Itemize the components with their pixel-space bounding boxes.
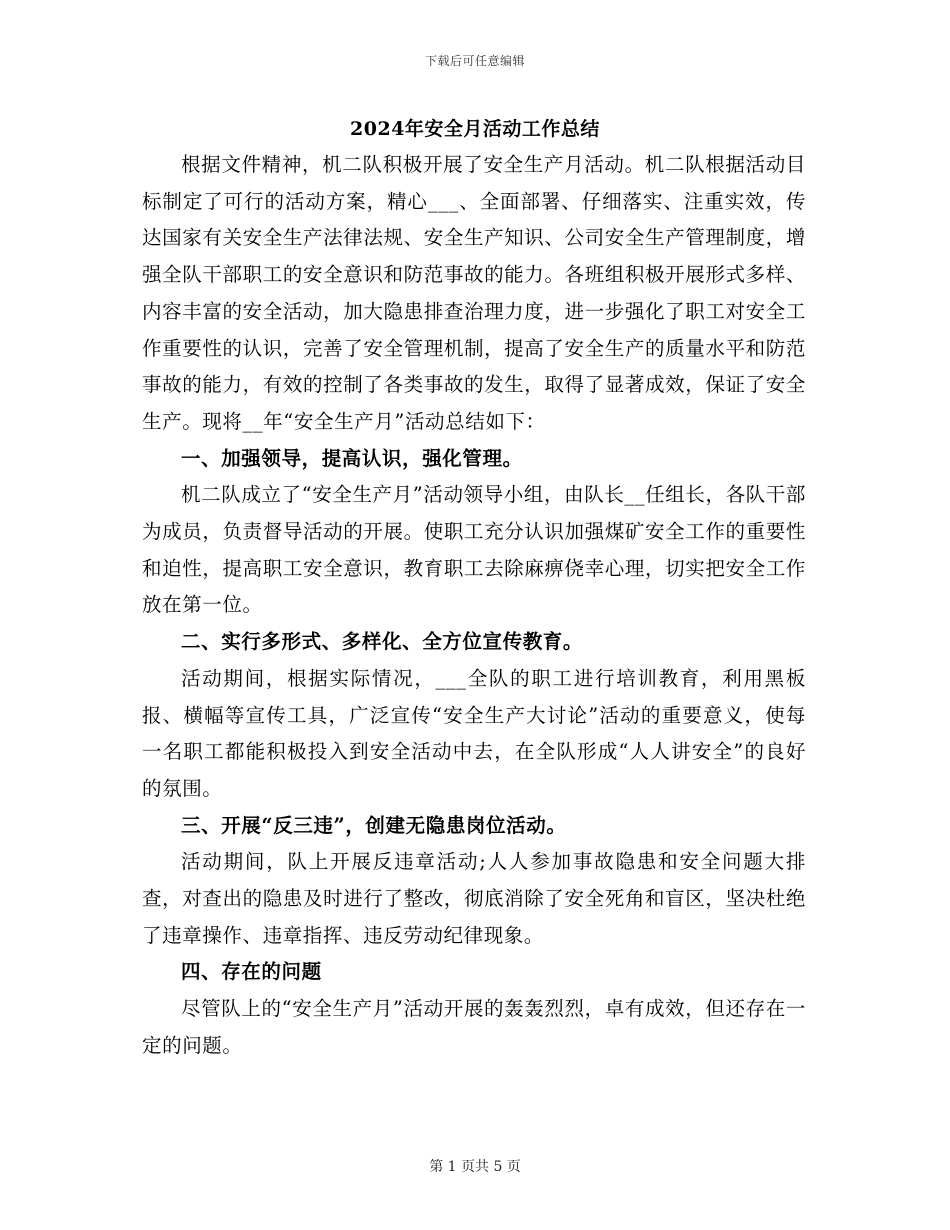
- section-heading-1: 一、加强领导，提高认识，强化管理。: [181, 446, 523, 470]
- section-paragraph-1: 机二队成立了“安全生产月”活动领导小组，由队长__任组长，各队干部为成员，负责督导活动的开展。使职工充分认识加强煤矿安全工作的重要性和迫性，提高职工安全意识，教育职工去除麻痹侥幸心理，切实把安全工作放在第一位。: [142, 483, 806, 617]
- section-paragraph-4: 尽管队上的“安全生产月”活动开展的轰轰烈烈，卓有成效，但还存在一定的问题。: [142, 997, 806, 1057]
- section-heading-3: 三、开展“反三违”，创建无隐患岗位活动。: [181, 813, 567, 837]
- intro-paragraph: 根据文件精神，机二队积极开展了安全生产月活动。机二队根据活动目标制定了可行的活动方案，精心___、全面部署、仔细落实、注重实效，传达国家有关安全生产法律法规、安全生产知识、公司安全生产管理制度，增强全队干部职工的安全意识和防范事故的能力。各班组积极开展形式多样、内容丰富的安全活动，加大隐患排查治理力度，进一步强化了职工对安全工作重要性的认识，完善了安全管理机制，提高了安全生产的质量水平和防范事故的能力，有效的控制了各类事故的发生，取得了显著成效，保证了安全生产。现将__年“安全生产月”活动总结如下：: [142, 153, 806, 433]
- download-note: 下载后可任意编辑: [424, 54, 525, 68]
- document-title: 2024年安全月活动工作总结: [350, 118, 600, 140]
- section-heading-2: 二、实行多形式、多样化、全方位宣传教育。: [181, 630, 584, 654]
- page-number: 第 1 页共 5 页: [429, 1159, 521, 1175]
- section-paragraph-3: 活动期间，队上开展反违章活动;人人参加事故隐患和安全问题大排查，对查出的隐患及时进行了整改，彻底消除了安全死角和盲区，坚决杜绝了违章操作、违章指挥、违反劳动纪律现象。: [142, 850, 806, 947]
- section-heading-4: 四、存在的问题: [181, 960, 322, 984]
- section-paragraph-2: 活动期间，根据实际情况，___全队的职工进行培训教育，利用黑板报、横幅等宣传工具，广泛宣传“安全生产大讨论”活动的重要意义，使每一名职工都能积极投入到安全活动中去，在全队形成“人人讲安全”的良好的氛围。: [142, 666, 806, 800]
- document-body: [142, 147, 806, 1065]
